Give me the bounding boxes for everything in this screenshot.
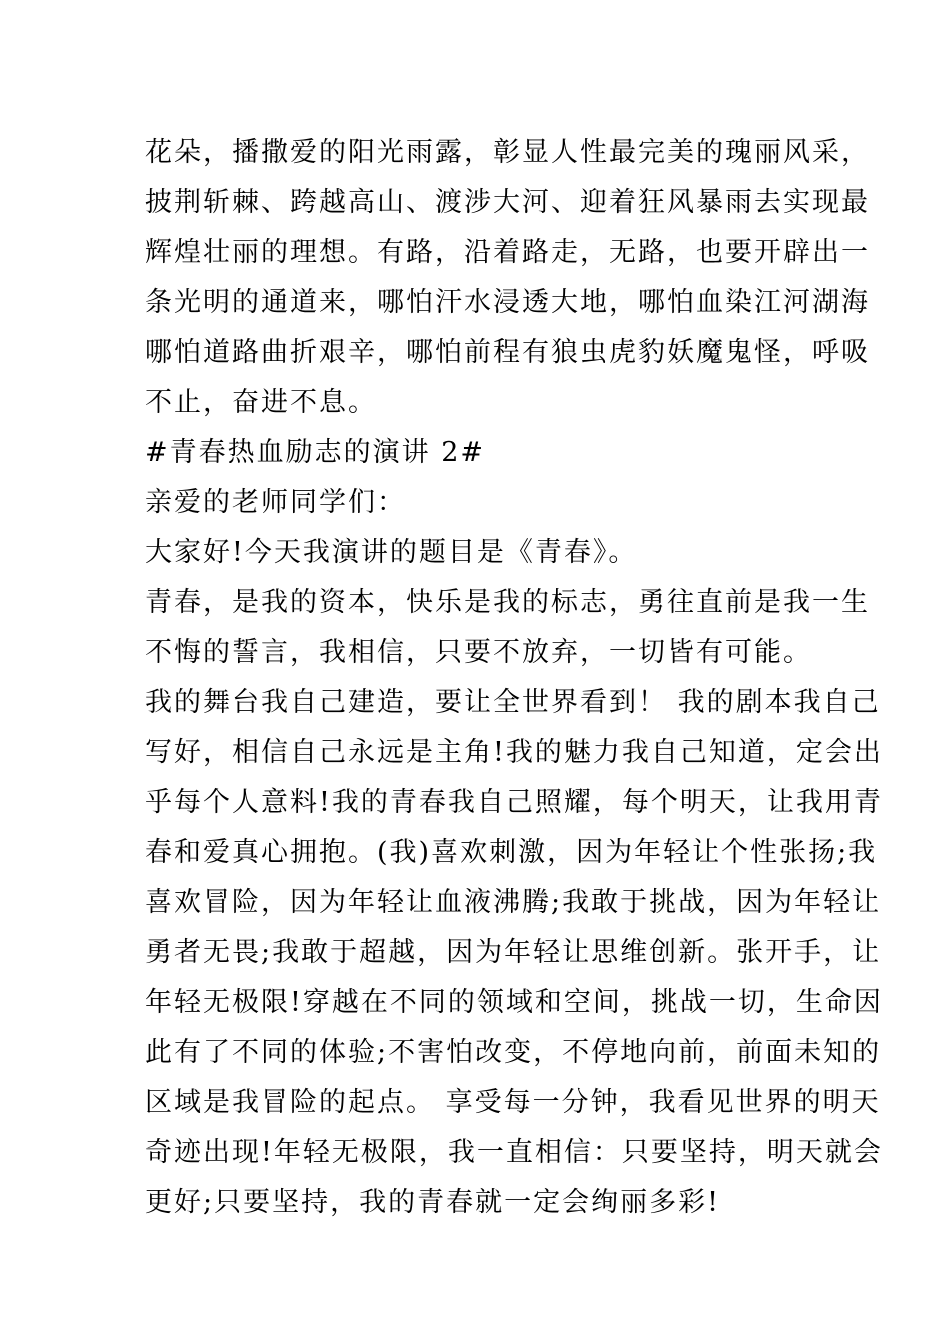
text-line: 不悔的誓言，我相信，只要不放弃，一切皆有可能。	[145, 637, 812, 668]
greeting-line: 大家好!今天我演讲的题目是《青春》。	[145, 537, 638, 568]
text-line: 不止，奋进不息。	[145, 387, 377, 418]
text-line: 辉煌壮丽的理想。有路，沿着路走，无路，也要开辟出一	[145, 237, 870, 268]
document-body	[145, 128, 883, 1228]
salutation: 亲爱的老师同学们：	[145, 487, 406, 518]
text-line: 喜欢冒险，因为年轻让血液沸腾;我敢于挑战，因为年轻让	[145, 887, 882, 918]
text-line: 年轻无极限!穿越在不同的领域和空间，挑战一切，生命因	[145, 987, 883, 1018]
text-line: 此有了不同的体验;不害怕改变，不停地向前，前面未知的	[145, 1037, 882, 1068]
text-line: 哪怕道路曲折艰辛，哪怕前程有狼虫虎豹妖魔鬼怪，呼吸	[145, 337, 870, 368]
text-line: 勇者无畏;我敢于超越，因为年轻让思维创新。张开手，让	[145, 937, 882, 968]
text-line: 披荆斩棘、跨越高山、渡涉大河、迎着狂风暴雨去实现最	[145, 187, 870, 218]
text-line: 写好，相信自己永远是主角!我的魅力我自己知道，定会出	[145, 737, 883, 768]
text-line: 更好;只要坚持，我的青春就一定会绚丽多彩!	[145, 1187, 720, 1218]
text-line: 春和爱真心拥抱。(我)喜欢刺激，因为年轻让个性张扬;我	[145, 837, 878, 868]
text-line: 乎每个人意料!我的青春我自己照耀，每个明天，让我用青	[145, 787, 883, 818]
text-line: 花朵，播撒爱的阳光雨露，彰显人性最完美的瑰丽风采，	[145, 137, 870, 168]
text-line: 我的舞台我自己建造，要让全世界看到！ 我的剧本我自己	[145, 687, 881, 718]
text-line: 区域是我冒险的起点。 享受每一分钟，我看见世界的明天	[145, 1087, 881, 1118]
section-heading: #青春热血励志的演讲 2#	[145, 437, 486, 468]
text-line: 条光明的通道来，哪怕汗水浸透大地，哪怕血染江河湖海	[145, 287, 870, 318]
text-line: 青春，是我的资本，快乐是我的标志，勇往直前是我一生	[145, 587, 870, 618]
text-line: 奇迹出现!年轻无极限，我一直相信：只要坚持，明天就会	[145, 1137, 883, 1168]
